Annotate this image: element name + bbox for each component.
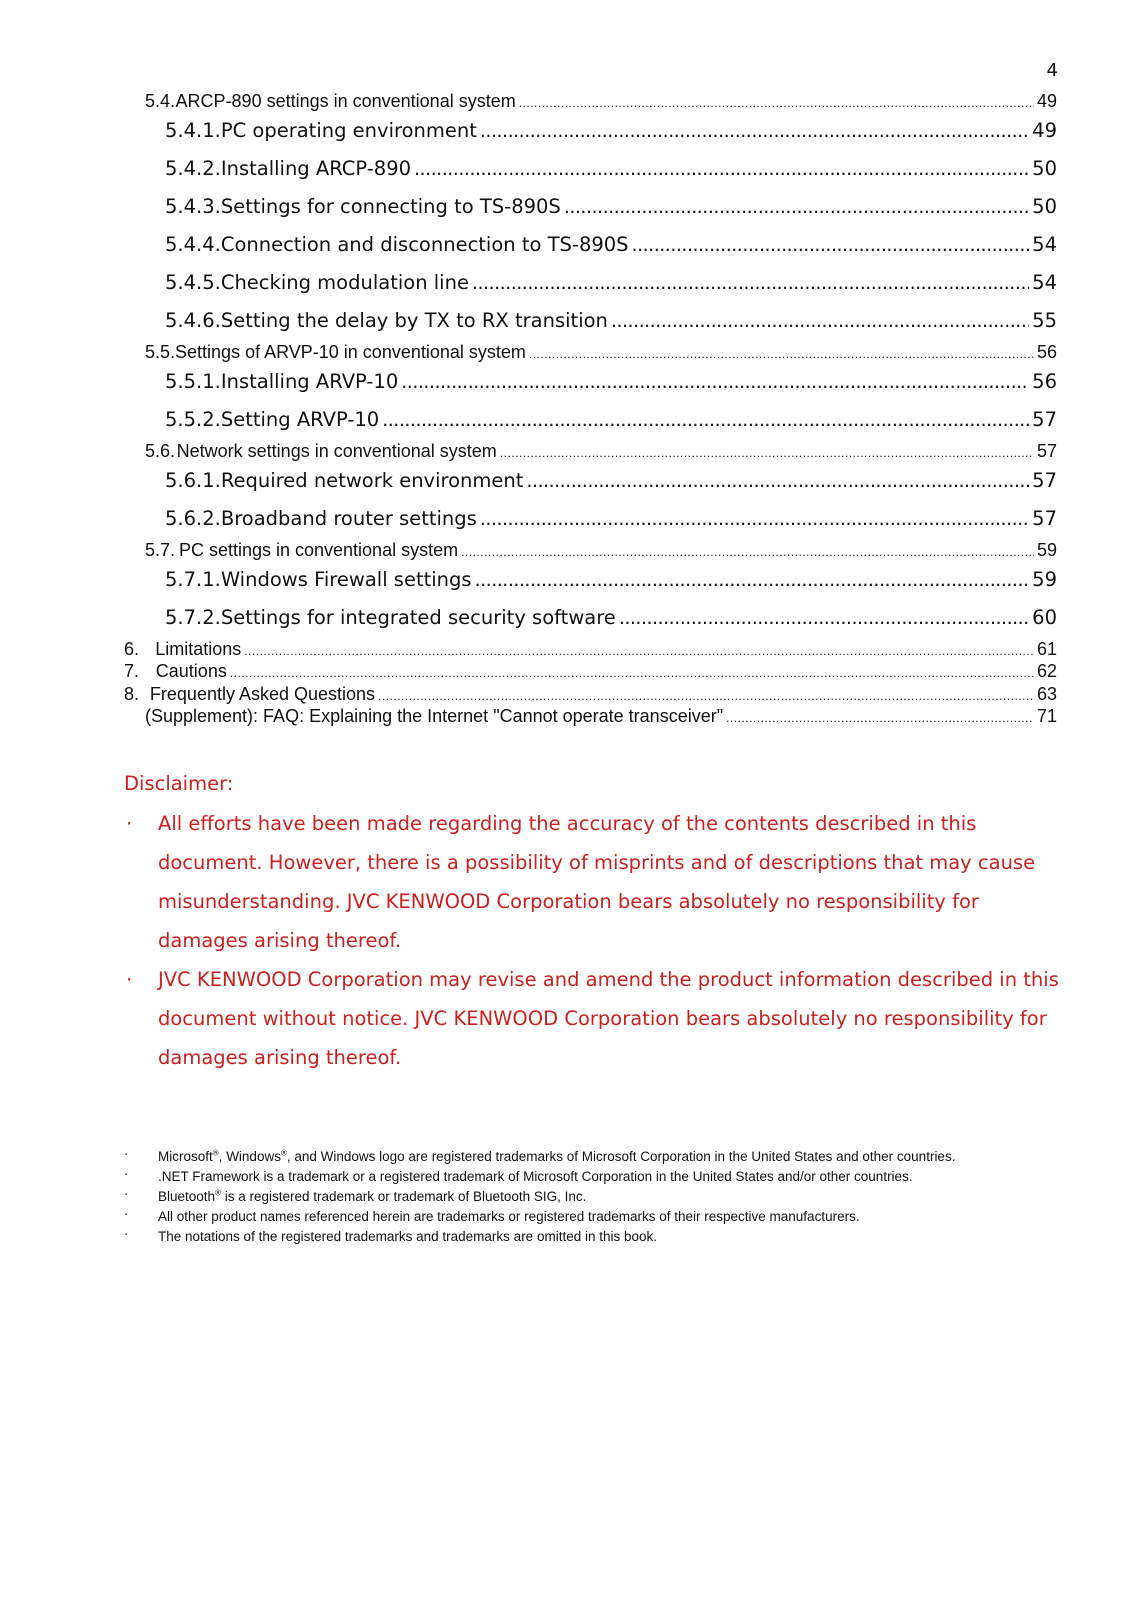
toc-number: 5.5.1. (165, 370, 221, 393)
toc-number: 5.5.2. (165, 408, 221, 431)
toc-page-number: 49 (1036, 91, 1057, 111)
toc-entry[interactable] (145, 441, 1057, 462)
toc-entry[interactable] (165, 606, 1057, 629)
disclaimer-item (124, 804, 1064, 960)
toc-page-number: 50 (1032, 157, 1057, 180)
disclaimer-text: All efforts have been made regarding the accuracy of the contents described in this document. However, there is a possibility of misprints and of descriptions that may cause misunderstanding. JVC KENWOOD Corporation bears absolutely no responsibility for damages arising thereof. (158, 812, 1036, 952)
tm-text: .NET Framework is a trademark or a registered trademark of Microsoft Corporation in the United States and/or other countries. (158, 1169, 913, 1184)
toc-title: Installing ARVP-10 (220, 370, 399, 393)
toc-number: 6. (124, 639, 140, 659)
disclaimer-title: Disclaimer: (124, 772, 234, 795)
toc-entry[interactable] (145, 91, 1057, 112)
toc-entry[interactable] (165, 507, 1057, 530)
toc-entry[interactable] (124, 684, 1057, 705)
registered-mark: ® (212, 1148, 219, 1158)
toc-number: 5.7. (145, 540, 176, 560)
toc-page-number: 59 (1036, 540, 1057, 560)
toc-title: PC operating environment (220, 119, 477, 142)
trademark-note (124, 1228, 1024, 1245)
trademark-note (124, 1208, 1024, 1225)
toc-entry[interactable] (145, 342, 1057, 363)
toc-leader-dots (480, 508, 1029, 530)
disclaimer-text: JVC KENWOOD Corporation may revise and amend the product information described in this document without notice. JVC KENWOOD Corporation bears absolutely no responsibility for damages arising thereof. (158, 968, 1059, 1069)
toc-number: 5.6.1. (165, 469, 221, 492)
toc-title: Settings for connecting to TS-890S (220, 195, 561, 218)
toc-number: 5.4.4. (165, 233, 221, 256)
toc-entry[interactable] (165, 408, 1057, 431)
toc-number: 8. (124, 684, 140, 704)
toc-entry[interactable] (165, 119, 1057, 142)
toc-number: 5.4.3. (165, 195, 221, 218)
toc-entry[interactable] (124, 661, 1057, 682)
toc-page-number: 54 (1032, 271, 1057, 294)
bullet-icon: · (124, 1226, 129, 1241)
toc-number: 5.4. (145, 91, 176, 111)
toc-page-number: 62 (1036, 661, 1057, 681)
toc-number: 5.4.5. (165, 271, 221, 294)
toc-number: 5.6. (145, 441, 176, 461)
toc-leader-dots (500, 446, 1034, 460)
toc-entry[interactable] (165, 469, 1057, 492)
bullet-icon: · (126, 812, 133, 835)
toc-page-number: 57 (1032, 408, 1057, 431)
toc-page-number: 57 (1032, 507, 1057, 530)
toc-number: 5.7.1. (165, 568, 221, 591)
toc-leader-dots (472, 272, 1029, 294)
toc-entry[interactable] (165, 568, 1057, 591)
toc-leader-dots (230, 666, 1034, 680)
toc-number: 5.5. (145, 342, 176, 362)
trademark-note (124, 1188, 1024, 1205)
toc-title: Settings for integrated security software (220, 606, 616, 629)
bullet-icon: · (124, 1146, 129, 1161)
toc-title: Limitations (155, 639, 242, 659)
toc-leader-dots (461, 545, 1034, 559)
toc-page-number: 56 (1036, 342, 1057, 362)
bullet-icon: · (124, 1206, 129, 1221)
toc-page-number: 57 (1032, 469, 1057, 492)
toc-leader-dots (244, 644, 1034, 658)
toc-entry[interactable] (124, 639, 1057, 660)
toc-title: (Supplement): FAQ: Explaining the Internet "Cannot operate transceiver" (145, 706, 724, 726)
tm-bluetooth: Bluetooth (158, 1189, 216, 1204)
toc-title: Installing ARCP-890 (220, 157, 412, 180)
toc-title: Windows Firewall settings (220, 568, 472, 591)
toc-leader-dots (378, 689, 1034, 703)
toc-number: 7. (124, 661, 140, 681)
toc-title: Network settings in conventional system (176, 441, 497, 461)
tm-windows: Windows (226, 1149, 281, 1164)
toc-entry[interactable] (165, 157, 1057, 180)
toc-number: 5.7.2. (165, 606, 221, 629)
tm-text: , and Windows logo are registered trademarks of Microsoft Corporation in the United States and other countries. (286, 1149, 956, 1164)
registered-mark: ® (280, 1148, 287, 1158)
toc-leader-dots (382, 409, 1029, 431)
toc-title: PC settings in conventional system (178, 540, 459, 560)
toc-entry[interactable] (145, 706, 1057, 727)
toc-leader-dots (619, 607, 1029, 629)
tm-microsoft: Microsoft (158, 1149, 213, 1164)
bullet-icon: · (124, 1186, 129, 1201)
trademark-notes (124, 1148, 1024, 1248)
trademark-note (124, 1168, 1024, 1185)
toc-page-number: 55 (1032, 309, 1057, 332)
toc-page-number: 50 (1032, 195, 1057, 218)
tm-text: is a registered trademark or trademark of Bluetooth SIG, Inc. (220, 1189, 587, 1204)
bullet-icon: · (126, 968, 133, 991)
registered-mark: ® (215, 1188, 221, 1198)
toc-title: Cautions (155, 661, 227, 681)
tm-text: The notations of the registered trademarks and trademarks are omitted in this book. (158, 1229, 658, 1244)
trademark-note (124, 1148, 1024, 1165)
toc-leader-dots (564, 196, 1029, 218)
tm-text: All other product names referenced herein are trademarks or registered trademarks of their respective manufacturers. (158, 1209, 860, 1224)
toc-leader-dots (726, 711, 1034, 725)
toc-entry[interactable] (145, 540, 1057, 561)
toc-entry[interactable] (165, 271, 1057, 294)
toc-leader-dots (519, 96, 1034, 110)
toc-entry[interactable] (165, 309, 1057, 332)
toc-title: Broadband router settings (220, 507, 477, 530)
toc-page-number: 57 (1036, 441, 1057, 461)
toc-leader-dots (529, 347, 1034, 361)
toc-title: Setting the delay by TX to RX transition (220, 309, 608, 332)
toc-page-number: 59 (1032, 568, 1057, 591)
toc-entry[interactable] (165, 233, 1057, 256)
toc-leader-dots (480, 120, 1029, 142)
toc-number: 5.4.1. (165, 119, 221, 142)
toc-page-number: 54 (1032, 233, 1057, 256)
toc-page-number: 61 (1036, 639, 1057, 659)
toc-leader-dots (611, 310, 1029, 332)
toc-entry[interactable] (165, 195, 1057, 218)
toc-number: 5.6.2. (165, 507, 221, 530)
toc-leader-dots (526, 470, 1029, 492)
toc-page-number: 63 (1036, 684, 1057, 704)
bullet-icon: · (124, 1166, 129, 1181)
toc-title: Frequently Asked Questions (149, 684, 376, 704)
toc-page-number: 71 (1036, 706, 1057, 726)
page-number: 4 (1046, 60, 1058, 81)
toc-number: 5.4.2. (165, 157, 221, 180)
toc-leader-dots (401, 371, 1029, 393)
toc-leader-dots (414, 158, 1029, 180)
toc-title: Required network environment (220, 469, 524, 492)
toc-leader-dots (632, 234, 1030, 256)
toc-page-number: 56 (1032, 370, 1057, 393)
toc-title: ARCP-890 settings in conventional system (175, 91, 516, 111)
toc-page-number: 49 (1032, 119, 1057, 142)
toc-leader-dots (475, 569, 1030, 591)
disclaimer-item (124, 960, 1064, 1077)
toc-title: Checking modulation line (220, 271, 469, 294)
disclaimer-section (124, 772, 1064, 1077)
toc-title: Setting ARVP-10 (220, 408, 380, 431)
toc-page-number: 60 (1032, 606, 1057, 629)
toc-entry[interactable] (165, 370, 1057, 393)
toc-number: 5.4.6. (165, 309, 221, 332)
toc-title: Connection and disconnection to TS-890S (220, 233, 629, 256)
tm-sep: , (218, 1149, 227, 1164)
toc-title: Settings of ARVP-10 in conventional system (175, 342, 526, 362)
